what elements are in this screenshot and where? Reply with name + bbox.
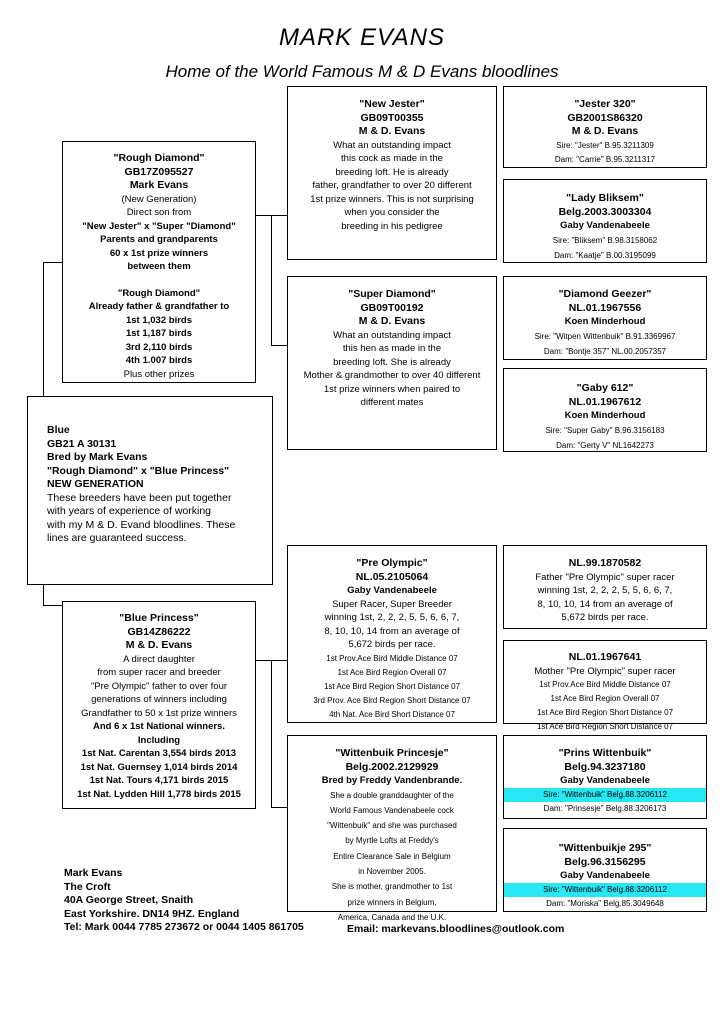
nl99-line: 8, 10, 10, 14 from an average of bbox=[537, 598, 673, 610]
nl99-ring: NL.99.1870582 bbox=[568, 557, 642, 569]
sire-line: Parents and grandparents bbox=[100, 234, 218, 245]
contact-address: The Croft bbox=[64, 880, 111, 893]
princesje-ring: Belg.2002.2129929 bbox=[345, 760, 439, 773]
connector-sire-to-super bbox=[271, 345, 287, 346]
page-subtitle: Home of the World Famous M & D Evans bloodlines bbox=[165, 62, 559, 81]
sire-sub-line: 4th 1.007 birds bbox=[125, 355, 193, 366]
contact-phone: Tel: Mark 0044 7785 273672 or 0044 1405 861705 bbox=[64, 921, 304, 933]
connector-dam-vertical bbox=[271, 660, 272, 808]
wittenbuikje-295-dam: Dam: "Moriska" Belg.85.3049648 bbox=[546, 898, 664, 908]
wittenbuikje-295-name: "Wittenbuikje 295" bbox=[558, 842, 652, 854]
dam-bold-line: 1st Nat. Carentan 3,554 birds 2013 bbox=[81, 748, 237, 759]
pre-olympic-line: Super Racer, Super Breeder bbox=[332, 598, 452, 610]
sire-ring: GB17Z095527 bbox=[124, 165, 194, 178]
diamond-geezer-name: "Diamond Geezer" bbox=[558, 288, 652, 300]
nl01-641-card bbox=[503, 640, 707, 731]
lady-bliksem-sire: Sire: "Bliksem" B.98.3158062 bbox=[552, 235, 658, 245]
contact-address: 40A George Street, Snaith bbox=[64, 894, 194, 906]
sire-line: "New Jester" x "Super "Diamond" bbox=[82, 220, 236, 232]
jester-320-sire: Sire: "Jester" B.95.3211309 bbox=[556, 140, 654, 150]
new-jester-ring: GB09T00355 bbox=[360, 111, 424, 124]
jester-320-ring: GB2001S86320 bbox=[567, 111, 643, 124]
nl99-line: Father "Pre Olympic" super racer bbox=[535, 571, 675, 583]
new-jester-line: What an outstanding impact bbox=[333, 139, 451, 151]
wittenbuikje-295-card bbox=[503, 828, 707, 912]
super-diamond-line: different mates bbox=[360, 397, 424, 408]
main-bird-description: lines are guaranteed success. bbox=[47, 532, 187, 544]
princesje-name: "Wittenbuik Princesje" bbox=[335, 747, 449, 759]
gaby-612-sire: Sire: "Super Gaby" B.96.3156183 bbox=[545, 425, 665, 435]
new-jester-line: breeding in his pedigree bbox=[341, 220, 443, 232]
sire-card bbox=[62, 141, 256, 383]
super-diamond-card bbox=[287, 276, 497, 450]
new-jester-line: when you consider the bbox=[344, 207, 440, 218]
princesje-line: by Myrtle Lofts at Freddy's bbox=[345, 836, 439, 846]
sire-sub-line: 1st 1,032 birds bbox=[125, 314, 192, 326]
princesje-line: prize winners in Belgium, bbox=[347, 897, 437, 907]
new-jester-line: breeding loft. He is already bbox=[335, 166, 449, 178]
jester-320-card bbox=[503, 86, 707, 168]
new-jester-name: "New Jester" bbox=[359, 98, 425, 110]
dam-bold-line: And 6 x 1st National winners. bbox=[93, 721, 225, 732]
main-bird-description: with years of experience of working bbox=[47, 505, 211, 517]
nl01-641-ring: NL.01.1967641 bbox=[568, 651, 642, 663]
dam-line: from super racer and breeder bbox=[97, 667, 221, 678]
sire-sub-line: Already father & grandfather to bbox=[88, 301, 230, 312]
super-diamond-line: this hen as made in the bbox=[342, 343, 442, 354]
wittenbuik-princesje-card bbox=[287, 735, 497, 922]
nl01-641-line: Mother "Pre Olympic" super racer bbox=[534, 665, 676, 677]
sire-name: "Rough Diamond" bbox=[113, 152, 205, 164]
wittenbuikje-295-ring: Belg.96.3156295 bbox=[564, 855, 646, 868]
new-jester-line: 1st prize winners. This is not surprising bbox=[310, 193, 474, 205]
lady-bliksem-dam: Dam: "Kaatje" B.00.3195099 bbox=[554, 250, 656, 260]
contact-email: Email: markevans.bloodlines@outlook.com bbox=[347, 923, 565, 935]
dam-bold-line: 1st Nat. Guernsey 1,014 birds 2014 bbox=[80, 761, 238, 773]
super-diamond-line: What an outstanding impact bbox=[333, 329, 451, 341]
lady-bliksem-owner: Gaby Vandenabeele bbox=[560, 220, 650, 231]
main-bird-card bbox=[27, 396, 273, 585]
new-jester-line: this cock as made in the bbox=[341, 153, 443, 164]
pre-olympic-line: 5,672 birds per race. bbox=[348, 639, 436, 650]
connector-sire-to-jester bbox=[255, 215, 287, 216]
princesje-line: America, Canada and the U.K. bbox=[337, 912, 447, 922]
sire-owner: Mark Evans bbox=[129, 179, 189, 191]
princesje-breeder: Bred by Freddy Vandenbrande. bbox=[321, 775, 463, 786]
prins-wittenbuik-name: "Prins Wittenbuik" bbox=[558, 747, 652, 759]
nl01-641-result: 1st Prov.Ace Bird Middle Distance 07 bbox=[539, 680, 671, 689]
dam-bold-line: 1st Nat. Tours 4,171 birds 2015 bbox=[89, 775, 229, 786]
new-jester-owner: M & D. Evans bbox=[358, 125, 426, 137]
main-bird-line: Blue bbox=[47, 424, 70, 436]
diamond-geezer-owner: Koen Minderhoud bbox=[564, 316, 646, 327]
prins-wittenbuik-sire: Sire: "Wittenbuik" Belg.88.3206112 bbox=[504, 788, 706, 802]
dam-line: Grandfather to 50 x 1st prize winners bbox=[81, 707, 237, 719]
gaby-612-owner: Koen Minderhoud bbox=[564, 410, 646, 421]
dam-card bbox=[62, 601, 256, 809]
super-diamond-line: 1st prize winners when paired to bbox=[323, 383, 461, 395]
sire-sub-line: Plus other prizes bbox=[123, 368, 195, 380]
nl99-line: 5,672 birds per race. bbox=[561, 612, 649, 623]
pre-olympic-result: 4th Nat. Ace Bird Short Distance 07 bbox=[329, 709, 455, 719]
main-bird-generation: NEW GENERATION bbox=[47, 478, 144, 490]
dam-name: "Blue Princess" bbox=[119, 612, 199, 624]
diamond-geezer-sire: Sire: "Witpen Wittenbuik" B.91.3369967 bbox=[534, 331, 676, 341]
nl01-641-result: 1st Ace Bird Region Short Distance 07 bbox=[536, 708, 674, 717]
gaby-612-name: "Gaby 612" bbox=[576, 382, 634, 394]
prins-wittenbuik-owner: Gaby Vandenabeele bbox=[560, 775, 650, 786]
jester-320-owner: M & D. Evans bbox=[571, 125, 639, 137]
pre-olympic-result: 3rd Prov. Ace Bird Region Short Distance 07 bbox=[313, 695, 471, 705]
page-title: MARK EVANS bbox=[278, 24, 446, 51]
princesje-line: She a double granddaughter of the bbox=[330, 790, 454, 800]
dam-bold-line: 1st Nat. Lydden Hill 1,778 birds 2015 bbox=[77, 788, 241, 800]
pre-olympic-result: 1st Ace Bird Region Overall 07 bbox=[337, 667, 447, 677]
pre-olympic-result: 1st Prov.Ace Bird Middle Distance 07 bbox=[326, 653, 458, 663]
pre-olympic-name: "Pre Olympic" bbox=[356, 557, 428, 569]
pre-olympic-ring: NL.05.2105064 bbox=[355, 570, 429, 583]
main-bird-description: with my M & D. Evand bloodlines. These bbox=[47, 518, 236, 531]
connector-sire-vertical bbox=[271, 215, 272, 346]
super-diamond-line: breeding loft. She is already bbox=[333, 356, 451, 368]
main-bird-description: These breeders have been put together bbox=[47, 491, 232, 504]
jester-320-name: "Jester 320" bbox=[574, 98, 636, 110]
super-diamond-owner: M & D. Evans bbox=[358, 315, 426, 327]
contact-address: East Yorkshire. DN14 9HZ. England bbox=[64, 907, 240, 920]
sire-line: Direct son from bbox=[126, 207, 192, 218]
gaby-612-ring: NL.01.1967612 bbox=[568, 395, 642, 408]
contact-name: Mark Evans bbox=[64, 867, 123, 879]
sire-line: between them bbox=[127, 261, 191, 272]
nl99-card bbox=[503, 545, 707, 629]
prins-wittenbuik-card bbox=[503, 735, 707, 819]
connector-dam-h bbox=[43, 605, 62, 606]
pre-olympic-result: 1st Ace Bird Region Short Distance 07 bbox=[323, 681, 461, 691]
princesje-line: "Wittenbuik" and she was purchased bbox=[327, 821, 457, 831]
dam-line: "Pre Olympic" father to over four bbox=[90, 680, 228, 692]
dam-owner: M & D. Evans bbox=[125, 639, 193, 651]
gaby-612-card bbox=[503, 368, 707, 452]
nl01-641-result: 1st Ace Bird Region Short Distance 07 bbox=[536, 722, 674, 731]
super-diamond-ring: GB09T00192 bbox=[360, 301, 424, 314]
nl01-641-result: 1st Ace Bird Region Overall 07 bbox=[550, 694, 660, 703]
pre-olympic-line: winning 1st, 2, 2, 2, 5, 5, 6, 6, 7, bbox=[324, 612, 460, 623]
new-jester-line: father, grandfather to over 20 different bbox=[312, 180, 472, 191]
main-bird-parents: "Rough Diamond" x "Blue Princess" bbox=[47, 464, 230, 477]
prins-wittenbuik-ring: Belg.94.3237180 bbox=[564, 760, 646, 773]
sire-sub-line: 1st 1,187 birds bbox=[125, 328, 192, 339]
sire-sub-line: 3rd 2,110 birds bbox=[125, 341, 193, 353]
connector-dam-to-princesje bbox=[271, 807, 287, 808]
sire-sub-name: "Rough Diamond" bbox=[117, 287, 201, 299]
lady-bliksem-ring: Belg.2003.3003304 bbox=[558, 205, 652, 218]
wittenbuikje-295-sire: Sire: "Wittenbuik" Belg.88.3206112 bbox=[504, 883, 706, 897]
sire-note: (New Generation) bbox=[121, 193, 197, 205]
jester-320-dam: Dam: "Carrie" B.95.3211317 bbox=[554, 154, 656, 164]
main-bird-breeder: Bred by Mark Evans bbox=[47, 451, 148, 463]
main-bird-ring: GB21 A 30131 bbox=[47, 437, 117, 450]
diamond-geezer-ring: NL.01.1967556 bbox=[568, 301, 642, 314]
gaby-612-dam: Dam: "Gerty V" NL1642273 bbox=[556, 440, 654, 450]
super-diamond-name: "Super Diamond" bbox=[348, 288, 436, 300]
lady-bliksem-name: "Lady Bliksem" bbox=[566, 192, 644, 204]
dam-ring: GB14Z86222 bbox=[127, 625, 191, 638]
princesje-line: in November 2005. bbox=[358, 866, 426, 876]
pre-olympic-line: 8, 10, 10, 14 from an average of bbox=[324, 625, 460, 637]
nl99-line: winning 1st, 2, 2, 2, 5, 5, 6, 6, 7, bbox=[537, 585, 673, 596]
dam-line: A direct daughter bbox=[123, 653, 195, 665]
connector-dam-to-preolympic bbox=[255, 660, 287, 661]
princesje-line: She is mother, grandmother to 1st bbox=[331, 882, 453, 892]
pre-olympic-card bbox=[287, 545, 497, 723]
lady-bliksem-card bbox=[503, 179, 707, 263]
diamond-geezer-dam: Dam: "Bontje 357" NL.00.2057357 bbox=[543, 346, 667, 356]
connector-sire-h bbox=[43, 262, 62, 263]
princesje-line: World Famous Vandenabeele cock bbox=[330, 805, 454, 815]
new-jester-card bbox=[287, 86, 497, 260]
sire-line: 60 x 1st prize winners bbox=[109, 247, 209, 259]
dam-bold-line: Including bbox=[137, 734, 181, 746]
diamond-geezer-card bbox=[503, 276, 707, 360]
super-diamond-line: Mother & grandmother to over 40 different bbox=[303, 370, 481, 381]
wittenbuikje-295-owner: Gaby Vandenabeele bbox=[560, 870, 650, 881]
pre-olympic-owner: Gaby Vandenabeele bbox=[347, 585, 437, 596]
dam-line: generations of winners including bbox=[91, 694, 227, 705]
prins-wittenbuik-dam: Dam: "Prinsesje" Belg.88.3206173 bbox=[543, 803, 667, 813]
princesje-line: Entire Clearance Sale in Belgium bbox=[333, 851, 451, 861]
contact-block bbox=[64, 867, 304, 935]
